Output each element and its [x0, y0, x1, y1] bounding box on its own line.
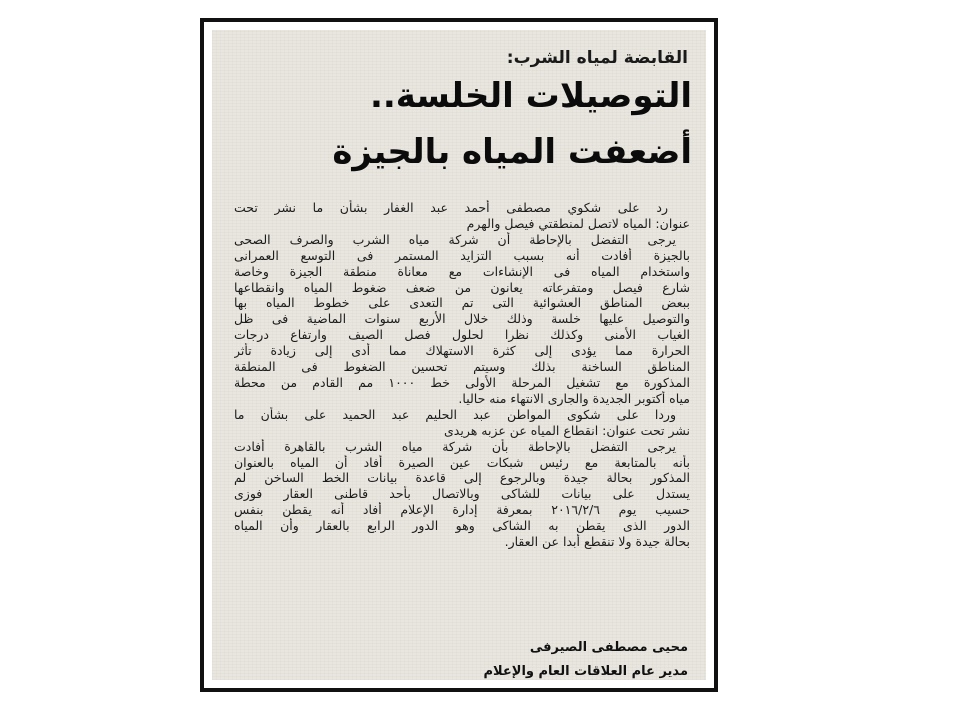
body-line: نشر تحت عنوان: انقطاع المياه عن عزبه هريدى: [444, 422, 690, 438]
body-line: مياه أكتوبر الجديدة والجارى الانتهاء منه حاليا.: [458, 390, 690, 406]
body-line: واستخدام المياه فى الإنشاءات مع معاناة منطقة الجيزة وخاصة: [234, 263, 690, 279]
newspaper-clipping: [212, 30, 706, 680]
headline-line-1: التوصيلات الخلسة..: [369, 76, 692, 116]
body-line: رد على شكوي مصطفى أحمد عبد الغفار بشأن ما نشر تحت: [234, 200, 668, 215]
body-line: يستدل على بيانات للشاكى وبالاتصال بأحد قاطنى العقار فوزى: [234, 486, 690, 502]
body-line: المناطق الساخنة بذلك وسيتم تحسين الضغوط فى المنطقة: [234, 359, 690, 375]
body-line: الغياب الأمنى وكذلك نظرا لحلول فصل الصيف وارتفاع درجات: [234, 327, 690, 343]
body-line: وردا على شكوى المواطن عبد الحليم عبد الحميد على بشأن ما: [234, 406, 676, 422]
signature-block: [483, 636, 688, 680]
body-line: عنوان: المياه لاتصل لمنطقتي فيصل والهرم: [466, 215, 690, 231]
body-line: المذكور بحالة جيدة وبالرجوع إلى قاعدة بيانات الخط الساخن لم: [234, 470, 690, 486]
signature-name: محيى مصطفى الصيرفى: [529, 640, 688, 655]
body-line: يرجى التفضل بالإحاطة أن شركة مياه الشرب والصرف الصحى: [234, 231, 676, 247]
article-body: [234, 200, 690, 550]
body-line: بحالة جيدة ولا تنقطع أبدا عن العقار.: [504, 534, 690, 550]
body-line: المذكورة مع تشغيل المرحلة الأولى خط ١٠٠٠ مم القادم من محطة: [234, 374, 690, 390]
image-frame: [200, 18, 718, 692]
headline-line-2: أضعفت المياه بالجيزة: [332, 132, 692, 172]
signature-title: مدير عام العلاقات العام والإعلام: [483, 664, 688, 679]
body-line: والتوصيل عليها خلسة وذلك خلال الأربع سنوات الماضية فى ظل: [234, 311, 690, 327]
body-line: يرجى التفضل بالإحاطة بأن شركة مياه الشرب بالقاهرة أفادت: [234, 438, 676, 454]
body-line: الدور الذى يقطن به الشاكى وهو الدور الرابع بالعقار وأن المياه: [234, 518, 690, 534]
body-line: بأنه بالمتابعة مع رئيس شبكات عين الصيرة أفاد أن المياه بالعنوان: [234, 454, 690, 470]
article-kicker: القابضة لمياه الشرب:: [506, 48, 688, 68]
body-line: شارع فيصل ومتفرعاته يعانون من ضعف ضغوط المياه وانقطاعها: [234, 279, 690, 295]
body-line: الحرارة مما يؤدى إلى كثرة الاستهلاك مما أدى إلى زيادة تأثر: [234, 343, 690, 359]
body-line: حسيب يوم ٢٠١٦/٢/٦ بمعرفة إدارة الإعلام أفاد أنه يقطن بنفس: [234, 502, 690, 518]
body-line: بالجيزة أفادت أنه بسبب التزايد المستمر فى التوسع العمرانى: [234, 247, 690, 263]
body-line: ببعض المناطق العشوائية التى تم التعدى على خطوط المياه بها: [234, 295, 690, 311]
